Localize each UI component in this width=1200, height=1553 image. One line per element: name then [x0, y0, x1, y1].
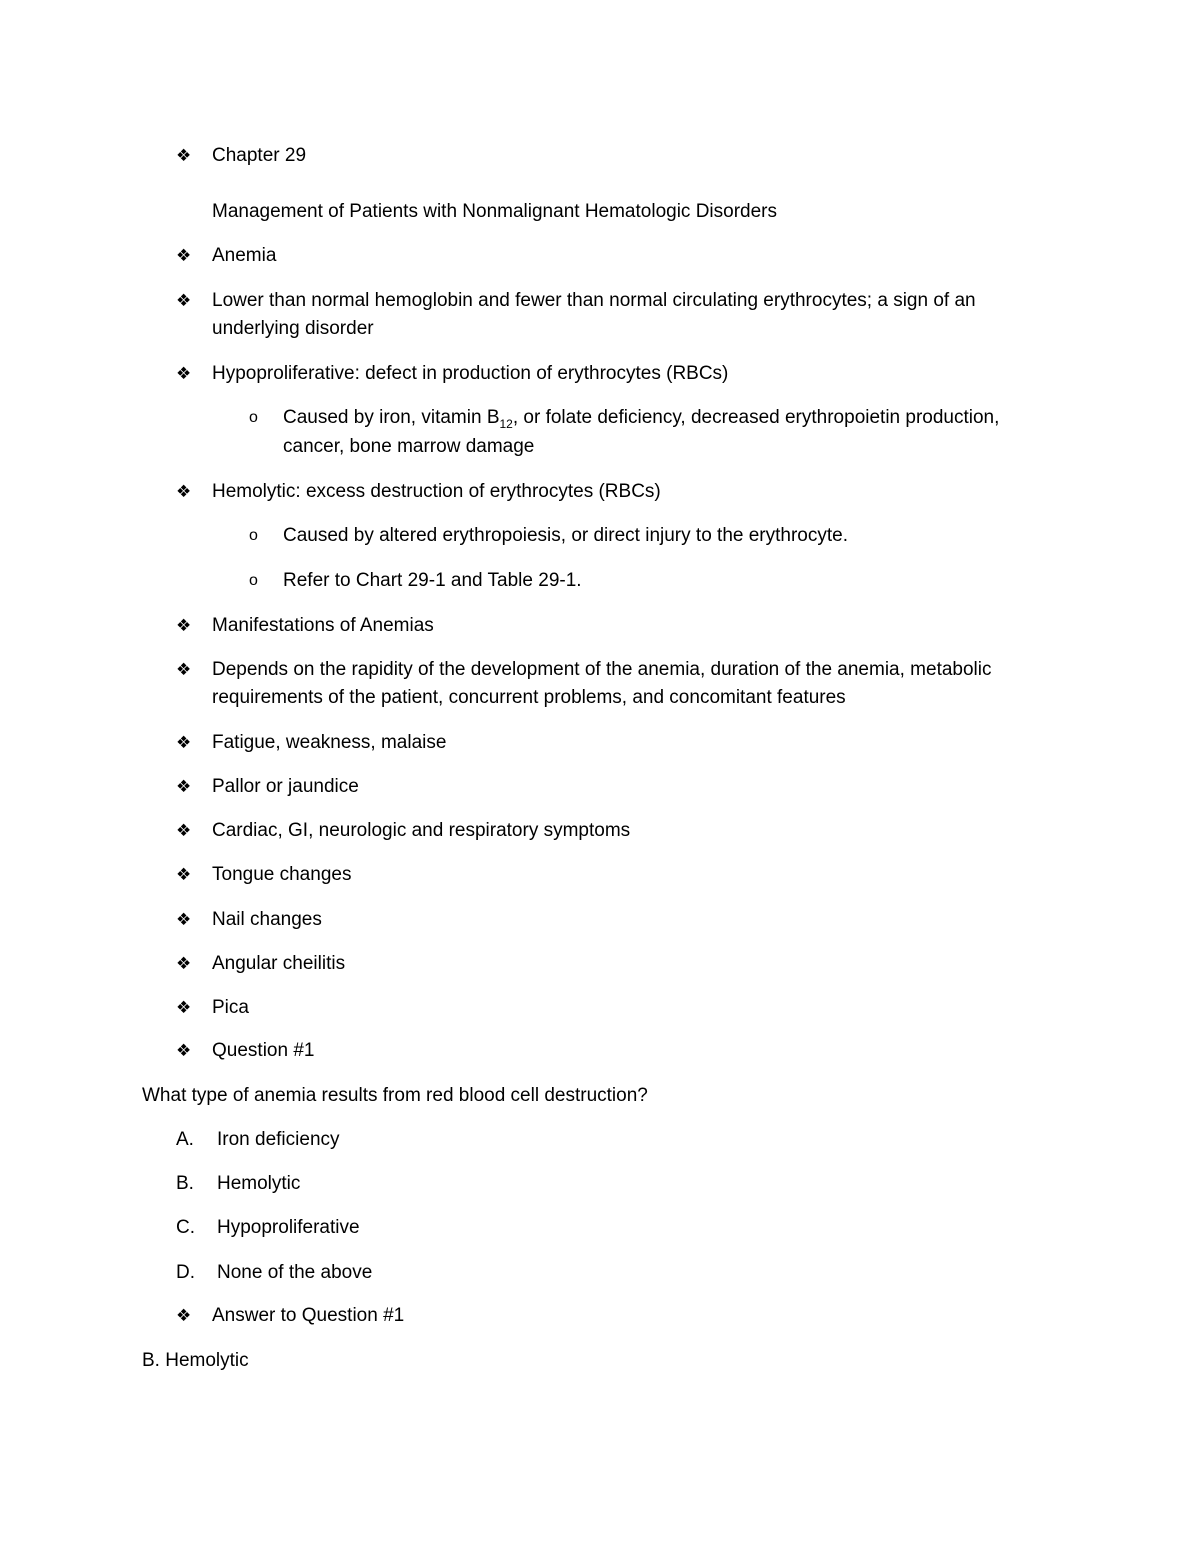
- sub-bullet-icon: o: [249, 409, 258, 426]
- chapter-heading: Chapter 29: [212, 145, 307, 166]
- vitamin-subscript: 12: [499, 416, 513, 431]
- hypo-cause-text-a: Caused by iron, vitamin B: [283, 407, 500, 428]
- bullet-icon: ❖: [176, 1041, 192, 1060]
- option-letter: D.: [176, 1262, 195, 1283]
- bullet-icon: ❖: [176, 733, 192, 752]
- symptom-pica: Pica: [212, 997, 249, 1018]
- symptom-tongue: Tongue changes: [212, 864, 352, 885]
- depends-line-2: requirements of the patient, concurrent problems, and concomitant features: [212, 687, 846, 708]
- option-text: Hemolytic: [217, 1173, 301, 1194]
- symptom-pallor: Pallor or jaundice: [212, 776, 359, 797]
- bullet-icon: ❖: [176, 821, 192, 840]
- hemolytic-reference: Refer to Chart 29-1 and Table 29-1.: [283, 570, 582, 591]
- symptom-cardiac: Cardiac, GI, neurologic and respiratory symptoms: [212, 820, 631, 841]
- symptom-nail: Nail changes: [212, 909, 322, 930]
- bullet-icon: ❖: [176, 291, 192, 310]
- option-text: Iron deficiency: [217, 1129, 340, 1150]
- chapter-title: Management of Patients with Nonmalignant Hematologic Disorders: [212, 201, 777, 222]
- question-text: What type of anemia results from red blood cell destruction?: [142, 1085, 648, 1106]
- hypoproliferative-cause-line-2: cancer, bone marrow damage: [283, 436, 535, 457]
- option-text: Hypoproliferative: [217, 1217, 360, 1238]
- symptom-angular: Angular cheilitis: [212, 953, 346, 974]
- anemia-definition-line-2: underlying disorder: [212, 318, 374, 339]
- bullet-icon: ❖: [176, 865, 192, 884]
- option-text: None of the above: [217, 1262, 373, 1283]
- sub-bullet-icon: o: [249, 527, 258, 544]
- hemolytic-item: Hemolytic: excess destruction of erythrocytes (RBCs): [212, 481, 661, 502]
- hypoproliferative-cause-line-1: [283, 404, 999, 432]
- bullet-icon: ❖: [176, 954, 192, 973]
- bullet-icon: ❖: [176, 246, 192, 265]
- manifestations-heading: Manifestations of Anemias: [212, 615, 434, 636]
- bullet-icon: ❖: [176, 482, 192, 501]
- bullet-icon: ❖: [176, 1306, 192, 1325]
- hypoproliferative-item: Hypoproliferative: defect in production of erythrocytes (RBCs): [212, 363, 729, 384]
- anemia-heading: Anemia: [212, 245, 277, 266]
- answer-label: Answer to Question #1: [212, 1305, 405, 1326]
- question-label: Question #1: [212, 1040, 315, 1061]
- bullet-icon: ❖: [176, 146, 192, 165]
- option-letter: C.: [176, 1217, 195, 1238]
- bullet-icon: ❖: [176, 364, 192, 383]
- option-letter: A.: [176, 1129, 194, 1150]
- hemolytic-cause: Caused by altered erythropoiesis, or direct injury to the erythrocyte.: [283, 525, 848, 546]
- hypo-cause-text-b: , or folate deficiency, decreased erythropoietin production,: [512, 407, 1000, 428]
- bullet-icon: ❖: [176, 660, 192, 679]
- sub-bullet-icon: o: [249, 572, 258, 589]
- option-letter: B.: [176, 1173, 194, 1194]
- answer-text: B. Hemolytic: [142, 1350, 249, 1371]
- bullet-icon: ❖: [176, 777, 192, 796]
- anemia-definition-line-1: Lower than normal hemoglobin and fewer than normal circulating erythrocytes; a sign of an: [212, 290, 976, 311]
- depends-line-1: Depends on the rapidity of the development of the anemia, duration of the anemia, metabolic: [212, 659, 992, 680]
- symptom-fatigue: Fatigue, weakness, malaise: [212, 732, 447, 753]
- bullet-icon: ❖: [176, 998, 192, 1017]
- bullet-icon: ❖: [176, 910, 192, 929]
- bullet-icon: ❖: [176, 616, 192, 635]
